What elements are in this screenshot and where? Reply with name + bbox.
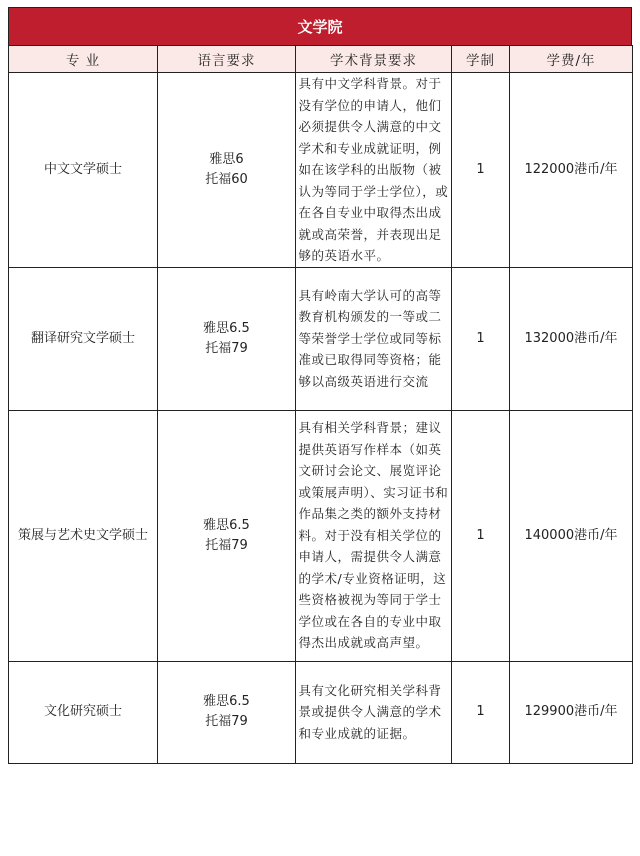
major-cell: 翻译研究文学硕士 <box>9 267 158 410</box>
header-row <box>9 46 633 73</box>
table-row <box>9 267 633 410</box>
program-table <box>8 45 633 764</box>
major-cell: 文化研究硕士 <box>9 661 158 763</box>
background-cell <box>296 73 452 268</box>
ielts-requirement: 雅思6.5 <box>203 694 250 709</box>
background-cell <box>296 661 452 763</box>
background-text: 具有中文学科背景。对于没有学位的申请人，他们必须提供令人满意的中文学术和专业成就证明，例如在该学科的出版物（被认为等同于学士学位），或在各自专业中取得杰出成就或高荣誉，并表现出足够的英语水平。 <box>298 76 449 263</box>
background-cell <box>296 267 452 410</box>
background-text: 具有相关学科背景；建议提供英语写作样本（如英文研讨会论文、展览评论或策展声明）、实习证书和作品集之类的额外支持材料。对于没有相关学位的申请人，需提供令人满意的学术/专业资格证明，这些资格被视为等同于学士学位或在各自的专业中取得杰出成就或高声望。 <box>298 420 449 651</box>
duration-cell: 1 <box>452 73 510 268</box>
major-cell: 策展与艺术史文学硕士 <box>9 410 158 661</box>
header-duration: 学制 <box>452 46 510 73</box>
program-table-container <box>8 7 632 764</box>
language-cell <box>158 267 296 410</box>
major-cell: 中文文学硕士 <box>9 73 158 268</box>
ielts-requirement: 雅思6.5 <box>203 320 250 336</box>
duration-cell: 1 <box>452 267 510 410</box>
fee-cell: 129900港币/年 <box>510 661 633 763</box>
ielts-requirement: 雅思6.5 <box>203 517 250 533</box>
duration-cell: 1 <box>452 661 510 763</box>
header-background: 学术背景要求 <box>296 46 452 73</box>
ielts-requirement: 雅思6 <box>209 151 244 167</box>
toefl-requirement: 托福79 <box>205 714 248 729</box>
background-text: 具有文化研究相关学科背景或提供令人满意的学术和专业成就的证据。 <box>298 682 442 741</box>
toefl-requirement: 托福60 <box>205 171 248 187</box>
language-cell <box>158 661 296 763</box>
table-row <box>9 410 633 661</box>
background-cell <box>296 410 452 661</box>
header-major: 专 业 <box>9 46 158 73</box>
language-cell <box>158 73 296 268</box>
header-language: 语言要求 <box>158 46 296 73</box>
header-fee: 学费/年 <box>510 46 633 73</box>
background-text: 具有岭南大学认可的高等教育机构颁发的一等或二等荣誉学士学位或同等标准或已取得同等资格；能够以高级英语进行交流 <box>298 287 442 389</box>
table-row <box>9 661 633 763</box>
fee-cell: 132000港币/年 <box>510 267 633 410</box>
table-row <box>9 73 633 268</box>
toefl-requirement: 托福79 <box>205 340 248 356</box>
fee-cell: 122000港币/年 <box>510 73 633 268</box>
toefl-requirement: 托福79 <box>205 537 248 553</box>
fee-cell: 140000港币/年 <box>510 410 633 661</box>
faculty-title-banner: 文学院 <box>8 7 632 45</box>
language-cell <box>158 410 296 661</box>
duration-cell: 1 <box>452 410 510 661</box>
